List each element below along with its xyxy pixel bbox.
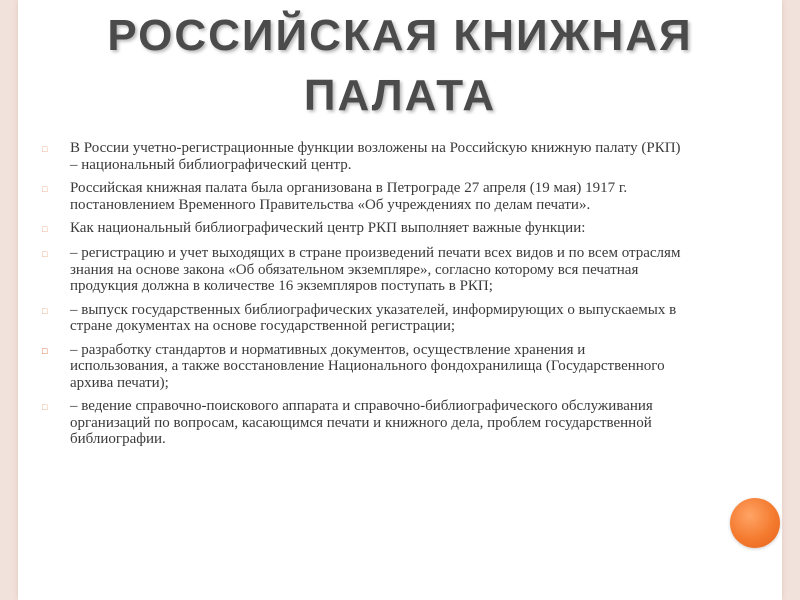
bullet-item (42, 180, 682, 213)
bullet-text: Как национальный библиографический центр РКП выполняет важные функции: (70, 220, 586, 236)
bullet-list (42, 140, 682, 455)
bullet-square-icon: □ (42, 345, 48, 356)
bullet-item (42, 245, 682, 295)
bullet-square-icon: □ (42, 305, 48, 316)
bullet-text: – регистрацию и учет выходящих в стране произведений печати всех видов и по всем отраслям знания на основе закона «Об обязательном экземпляре», согласно которому вся печатная продукция должна в количестве 16 экземпляров поступать в РКП; (70, 245, 681, 294)
bullet-item (42, 398, 682, 448)
slide-title (18, 6, 782, 126)
bullet-item (42, 342, 682, 392)
orange-circle-decoration (730, 498, 780, 548)
bullet-text: – выпуск государственных библиографических указателей, информирующих о выпускаемых в стране документах на основе государственной регистрации; (70, 301, 677, 334)
bullet-square-icon: □ (42, 249, 48, 259)
bullet-text: В России учетно-регистрационные функции возложены на Российскую книжную палату (РКП) – национальный библиографический центр. (70, 140, 681, 173)
title-line-2: ПАЛАТА (303, 71, 497, 120)
bullet-square-icon: □ (42, 144, 48, 154)
slide (18, 0, 782, 600)
bullet-text: – ведение справочно-поискового аппарата и справочно-библиографического обслуживания организаций по вопросам, касающимся печати и книжного дела, проблем государственной библиографии. (70, 398, 653, 447)
bullet-text: Российская книжная палата была организована в Петрограде 27 апреля (19 мая) 1917 г. постановлением Временного Правительства «Об учреждениях по делам печати». (70, 180, 628, 213)
bullet-item (42, 140, 682, 173)
bullet-square-icon: □ (42, 184, 48, 194)
bullet-item (42, 302, 682, 335)
bullet-item (42, 220, 682, 238)
bullet-square-icon: □ (42, 224, 48, 234)
bullet-text: – разработку стандартов и нормативных документов, осуществление хранения и использования, а также восстановление Национального фондохранилища (Государственного архива печати); (70, 341, 665, 391)
title-line-1: РОССИЙСКАЯ КНИЖНАЯ (107, 11, 693, 60)
bullet-square-icon: □ (42, 402, 48, 412)
